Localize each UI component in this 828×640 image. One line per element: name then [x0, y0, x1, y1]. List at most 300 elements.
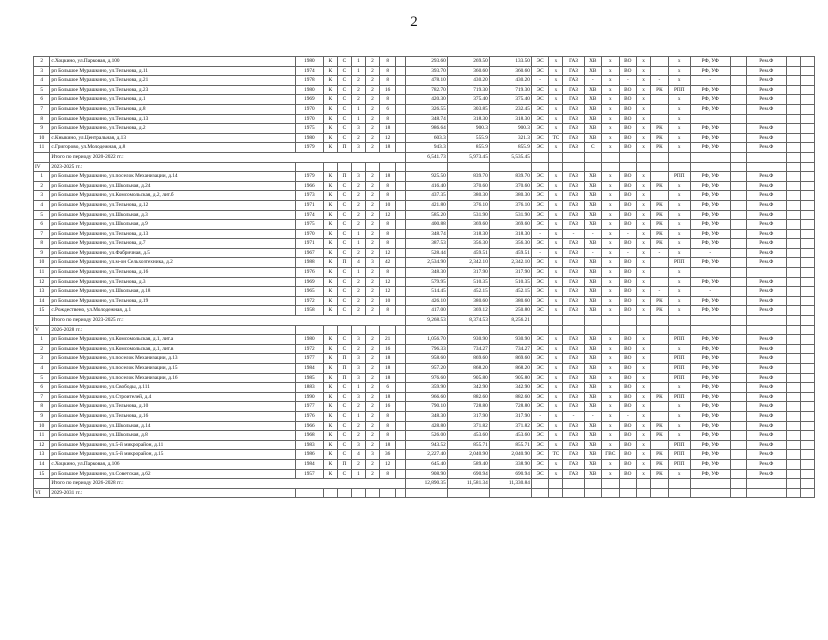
table-cell: С [337, 306, 351, 316]
table-cell: 1979 [295, 172, 323, 182]
table-cell: 4 [351, 258, 365, 268]
table-cell: 317.90 [489, 411, 531, 421]
table-cell: х [549, 85, 563, 95]
table-cell: х [549, 373, 563, 383]
table-cell: х [668, 239, 690, 249]
table-cell: х [668, 402, 690, 412]
table-cell: 459.51 [447, 248, 489, 258]
table-cell: с.Григорово, ул.Молодежная, д.8 [50, 143, 296, 153]
table-cell [730, 402, 746, 412]
table-cell: 8 [379, 421, 395, 431]
table-cell: Рем.Ф [746, 392, 786, 402]
table-cell: х [549, 306, 563, 316]
table-cell: ЭС [531, 268, 549, 278]
table-cell: 943.52 [405, 440, 447, 450]
table-row [34, 200, 815, 210]
table-row [34, 239, 815, 249]
table-cell: ВО [619, 440, 637, 450]
table-cell: ТС [549, 450, 563, 460]
table-cell: 1 [351, 104, 365, 114]
table-cell: 269.50 [447, 57, 489, 67]
table-cell [786, 411, 800, 421]
table-cell [730, 296, 746, 306]
period-total-row [34, 479, 815, 489]
table-cell: Рем.Ф [746, 191, 786, 201]
table-cell: 2 [351, 85, 365, 95]
table-cell: 2 [365, 296, 379, 306]
table-cell: х [637, 277, 651, 287]
table-cell: рп Большое Мурашкино, ул.Тельнова, д.3 [50, 277, 296, 287]
table-cell: 2 [365, 440, 379, 450]
table-cell: 839.70 [489, 172, 531, 182]
table-cell: ГАЗ [563, 104, 584, 114]
table-cell: 1 [351, 268, 365, 278]
table-cell: 459.51 [489, 248, 531, 258]
table-cell: х [668, 248, 690, 258]
table-cell: ГАЗ [563, 287, 584, 297]
table-cell: 690.94 [489, 469, 531, 479]
table-cell: 8 [34, 239, 50, 249]
table-cell: К [323, 392, 337, 402]
table-cell: К [323, 335, 337, 345]
table-cell: х [602, 229, 620, 239]
table-cell: ГАЗ [563, 354, 584, 364]
table-row [34, 440, 815, 450]
table-cell: РК [651, 124, 669, 134]
table-cell [396, 296, 405, 306]
table-cell: ЭС [531, 143, 549, 153]
table-cell: х [637, 76, 651, 86]
table-cell: 317.90 [447, 268, 489, 278]
table-cell: ХВ [584, 191, 602, 201]
table-cell: 36 [379, 450, 395, 460]
table-cell: РФ, УФ [690, 392, 730, 402]
table-cell [396, 364, 405, 374]
table-cell: ЭС [531, 383, 549, 393]
table-cell: рп Большое Мурашкино, ул.Школьная, д.9 [50, 220, 296, 230]
table-cell: 348.30 [405, 268, 447, 278]
table-cell: ЭС [531, 402, 549, 412]
table-cell: 2 [365, 104, 379, 114]
table-cell: 1,056.70 [405, 335, 447, 345]
table-cell: С [337, 392, 351, 402]
table-cell: К [323, 114, 337, 124]
table-cell: П [337, 373, 351, 383]
table-cell: ЭС [531, 239, 549, 249]
table-cell: с.Кныкино, ул.Центральная, д.13 [50, 133, 296, 143]
table-cell: х [549, 383, 563, 393]
table-cell: РФ, УФ [690, 383, 730, 393]
table-cell: ВО [619, 344, 637, 354]
table-cell: х [637, 469, 651, 479]
table-cell [396, 277, 405, 287]
table-cell: х [637, 373, 651, 383]
table-cell: Рем.Ф [746, 344, 786, 354]
table-cell: х [637, 85, 651, 95]
table-cell [651, 95, 669, 105]
table-cell: ХВ [584, 459, 602, 469]
table-cell: 370.60 [447, 181, 489, 191]
table-cell: х [637, 143, 651, 153]
table-cell: Рем.Ф [746, 277, 786, 287]
table-cell [651, 354, 669, 364]
table-cell: 2 [365, 373, 379, 383]
table-row [34, 143, 815, 153]
table-cell: рп Большое Мурашкино, ул.Школьная, д.3 [50, 210, 296, 220]
table-cell: 8 [34, 402, 50, 412]
table-cell: К [323, 66, 337, 76]
table-cell: х [602, 296, 620, 306]
table-cell: К [323, 133, 337, 143]
table-cell [651, 402, 669, 412]
table-cell: ЭС [531, 450, 549, 460]
table-cell: ХВ [584, 104, 602, 114]
table-cell: РФ, УФ [690, 200, 730, 210]
table-cell: РФ, УФ [690, 210, 730, 220]
table-cell: 8 [379, 66, 395, 76]
table-row [34, 104, 815, 114]
table-cell: х [637, 440, 651, 450]
table-cell [396, 143, 405, 153]
table-cell: рп Большое Мурашкино, ул.поселок Механизации, д.16 [50, 373, 296, 383]
table-cell [800, 392, 814, 402]
table-cell: ВО [619, 392, 637, 402]
table-cell: 908.90 [405, 469, 447, 479]
table-cell: х [637, 344, 651, 354]
table-cell: х [602, 248, 620, 258]
table-cell: х [602, 133, 620, 143]
table-cell [786, 66, 800, 76]
table-cell: 3 [351, 124, 365, 134]
table-cell: П [337, 143, 351, 153]
table-cell: 380.30 [489, 191, 531, 201]
table-cell: РПП [668, 258, 690, 268]
table-cell: 6 [379, 383, 395, 393]
table-cell: Рем.Ф [746, 335, 786, 345]
table-cell: рп Большое Мурашкино, ул.Тельнова, д.13 [50, 114, 296, 124]
table-cell: 393.70 [405, 66, 447, 76]
table-cell: ГАЗ [563, 191, 584, 201]
table-cell: Рем.Ф [746, 239, 786, 249]
table-cell: х [668, 66, 690, 76]
table-cell: РК [651, 431, 669, 441]
table-cell: ВО [619, 85, 637, 95]
table-cell: 882.60 [489, 392, 531, 402]
table-cell [800, 95, 814, 105]
table-cell: х [668, 124, 690, 134]
table-cell: 1968 [295, 431, 323, 441]
table-cell: ВО [619, 364, 637, 374]
table-cell: ГАЗ [563, 143, 584, 153]
table-cell: П [337, 459, 351, 469]
table-cell: 2 [365, 402, 379, 412]
table-cell: - [584, 229, 602, 239]
table-cell: 925.50 [405, 172, 447, 182]
table-cell [800, 421, 814, 431]
table-cell: х [668, 306, 690, 316]
table-cell [800, 306, 814, 316]
table-cell: ХВ [584, 200, 602, 210]
table-cell: ГАЗ [563, 181, 584, 191]
table-cell [396, 258, 405, 268]
table-cell: С [337, 239, 351, 249]
table-cell: 1965 [295, 287, 323, 297]
table-cell: 2 [365, 364, 379, 374]
table-cell: РК [651, 306, 669, 316]
table-cell: С [337, 66, 351, 76]
table-cell: 510.35 [447, 277, 489, 287]
table-cell: х [602, 383, 620, 393]
table-cell: РК [651, 469, 669, 479]
period-total-value: 6,541.73 [405, 152, 447, 162]
table-cell: 12 [379, 459, 395, 469]
table-cell: 2 [365, 344, 379, 354]
table-cell: 387.53 [405, 239, 447, 249]
table-cell [730, 114, 746, 124]
table-cell: рп Большое Мурашкино, ул.Комсомольская, д.2, лит.б [50, 191, 296, 201]
table-cell: 318.30 [447, 114, 489, 124]
table-cell: ВО [619, 383, 637, 393]
table-cell: х [549, 57, 563, 67]
table-cell: х [602, 335, 620, 345]
table-cell: ХВ [584, 364, 602, 374]
table-cell: РПП [668, 440, 690, 450]
table-cell: ХВ [584, 277, 602, 287]
table-cell: х [549, 277, 563, 287]
table-cell: х [637, 364, 651, 374]
table-cell: х [602, 277, 620, 287]
table-cell: 321.3 [489, 133, 531, 143]
table-cell [800, 287, 814, 297]
table-cell [396, 66, 405, 76]
table-cell: 1986 [295, 450, 323, 460]
table-cell: С [337, 200, 351, 210]
table-cell: 1980 [295, 85, 323, 95]
table-cell [396, 306, 405, 316]
table-cell: 1975 [295, 124, 323, 134]
table-cell: ХВ [584, 402, 602, 412]
table-cell: РФ, УФ [690, 344, 730, 354]
table-cell: 2 [365, 459, 379, 469]
table-cell: ХВ [584, 469, 602, 479]
table-cell: 868.20 [447, 364, 489, 374]
table-cell: РФ, УФ [690, 66, 730, 76]
table-cell: х [549, 344, 563, 354]
table-cell: х [668, 287, 690, 297]
table-cell: Рем.Ф [746, 287, 786, 297]
table-row [34, 181, 815, 191]
table-cell: 2 [365, 421, 379, 431]
table-cell: С [337, 411, 351, 421]
table-cell [651, 114, 669, 124]
table-cell: х [549, 431, 563, 441]
table-cell [786, 143, 800, 153]
table-cell: х [602, 287, 620, 297]
table-cell: 3 [365, 450, 379, 460]
table-cell: х [549, 469, 563, 479]
table-cell: К [323, 248, 337, 258]
table-cell: 16 [379, 344, 395, 354]
table-cell [800, 191, 814, 201]
table-cell: ЭС [531, 306, 549, 316]
table-cell [800, 124, 814, 134]
table-cell: х [602, 392, 620, 402]
table-cell [396, 191, 405, 201]
table-cell: ГАЗ [563, 364, 584, 374]
table-cell: 2 [351, 95, 365, 105]
table-cell: х [549, 421, 563, 431]
table-cell: 8 [379, 306, 395, 316]
table-cell: 2 [365, 469, 379, 479]
table-cell: РПП [668, 364, 690, 374]
table-cell: х [549, 335, 563, 345]
table-row [34, 248, 815, 258]
table-cell: 1971 [295, 200, 323, 210]
table-cell: - [563, 411, 584, 421]
table-cell: 21 [379, 335, 395, 345]
table-cell: 2 [365, 411, 379, 421]
table-cell: 1 [351, 57, 365, 67]
table-cell [786, 200, 800, 210]
table-cell [651, 268, 669, 278]
table-cell: 790.10 [405, 402, 447, 412]
table-cell: х [637, 431, 651, 441]
table-cell: К [323, 306, 337, 316]
table-cell: рп Большое Мурашкино, ул.Тельнова, д.1 [50, 95, 296, 105]
table-cell: РФ, УФ [690, 354, 730, 364]
table-cell: ТС [549, 133, 563, 143]
table-cell: рп Большое Мурашкино, ул.Тельнова, д.2 [50, 124, 296, 134]
table-cell: ЭС [531, 133, 549, 143]
table-cell [730, 459, 746, 469]
table-cell: х [549, 66, 563, 76]
table-cell [786, 172, 800, 182]
table-cell: 12 [34, 277, 50, 287]
table-cell: х [602, 95, 620, 105]
table-cell: рп Большое Мурашкино, ул.м-он Сельхозтехника, д.2 [50, 258, 296, 268]
table-cell: 12 [379, 287, 395, 297]
table-cell [730, 66, 746, 76]
table-cell: х [602, 364, 620, 374]
table-cell: РК [651, 210, 669, 220]
table-cell [800, 268, 814, 278]
table-cell: 18 [379, 364, 395, 374]
table-row [34, 76, 815, 86]
table-cell: РК [651, 296, 669, 306]
table-cell: 356.30 [489, 239, 531, 249]
table-cell: Рем.Ф [746, 248, 786, 258]
table-cell: 18 [379, 172, 395, 182]
table-cell: 3 [351, 172, 365, 182]
table-cell: ВО [619, 124, 637, 134]
table-cell: х [637, 229, 651, 239]
table-cell: 437.35 [405, 191, 447, 201]
table-cell [730, 421, 746, 431]
table-cell: 1967 [295, 248, 323, 258]
table-cell: 5 [34, 210, 50, 220]
period-total-value: 8,374.53 [447, 316, 489, 326]
table-cell: ГАЗ [563, 124, 584, 134]
table-cell [800, 220, 814, 230]
table-cell: 375.40 [447, 95, 489, 105]
table-cell [800, 459, 814, 469]
table-cell: ГАЗ [563, 306, 584, 316]
period-total-row [34, 316, 815, 326]
table-cell: ХВ [584, 268, 602, 278]
table-cell [800, 277, 814, 287]
table-cell: 452.15 [489, 287, 531, 297]
table-cell: 1 [351, 66, 365, 76]
table-cell: С [337, 402, 351, 412]
table-cell: 133.50 [489, 57, 531, 67]
table-row [34, 277, 815, 287]
table-cell: 1978 [295, 76, 323, 86]
table-cell: РФ, УФ [690, 124, 730, 134]
table-cell: С [337, 220, 351, 230]
table-cell: Рем.Ф [746, 469, 786, 479]
table-cell: 42 [379, 258, 395, 268]
table-cell: 869.60 [447, 354, 489, 364]
table-cell: П [337, 258, 351, 268]
table-cell: 905.80 [489, 373, 531, 383]
table-cell: 579.95 [405, 277, 447, 287]
table-cell: х [602, 239, 620, 249]
table-cell: К [323, 344, 337, 354]
table-cell: РФ, УФ [690, 133, 730, 143]
table-cell: 1972 [295, 296, 323, 306]
table-cell: 10 [34, 421, 50, 431]
table-cell: 416.40 [405, 181, 447, 191]
table-cell [396, 229, 405, 239]
table-cell [786, 248, 800, 258]
table-cell [730, 124, 746, 134]
table-cell [396, 181, 405, 191]
table-cell: 796.33 [405, 344, 447, 354]
table-cell: 293.60 [405, 57, 447, 67]
table-cell: ЭС [531, 354, 549, 364]
table-cell [651, 57, 669, 67]
table-cell: - [690, 248, 730, 258]
table-cell: ВО [619, 277, 637, 287]
table-cell: РФ, УФ [690, 459, 730, 469]
table-cell: 2 [351, 431, 365, 441]
table-cell [800, 200, 814, 210]
table-cell: 8 [379, 95, 395, 105]
table-cell: - [619, 229, 637, 239]
table-cell: 376.10 [447, 200, 489, 210]
table-cell [651, 411, 669, 421]
table-cell: с.Рождествено, ул.Молодежная, д.1 [50, 306, 296, 316]
table-cell: х [668, 57, 690, 67]
table-cell [730, 85, 746, 95]
table-cell [800, 373, 814, 383]
table-cell: с.Хоцкино, ул.Парковая, д.100 [50, 57, 296, 67]
table-cell: 12 [379, 133, 395, 143]
table-cell: 2 [351, 344, 365, 354]
table-cell: 2 [351, 133, 365, 143]
table-cell [800, 354, 814, 364]
table-cell: ЭС [531, 220, 549, 230]
table-row [34, 172, 815, 182]
table-cell: 8 [34, 114, 50, 124]
table-cell: 2,227.40 [405, 450, 447, 460]
table-cell: 1974 [295, 66, 323, 76]
table-cell: 8 [379, 181, 395, 191]
table-cell: ХВ [584, 258, 602, 268]
table-cell: ЭС [531, 440, 549, 450]
table-cell: х [637, 354, 651, 364]
table-cell: ВО [619, 181, 637, 191]
